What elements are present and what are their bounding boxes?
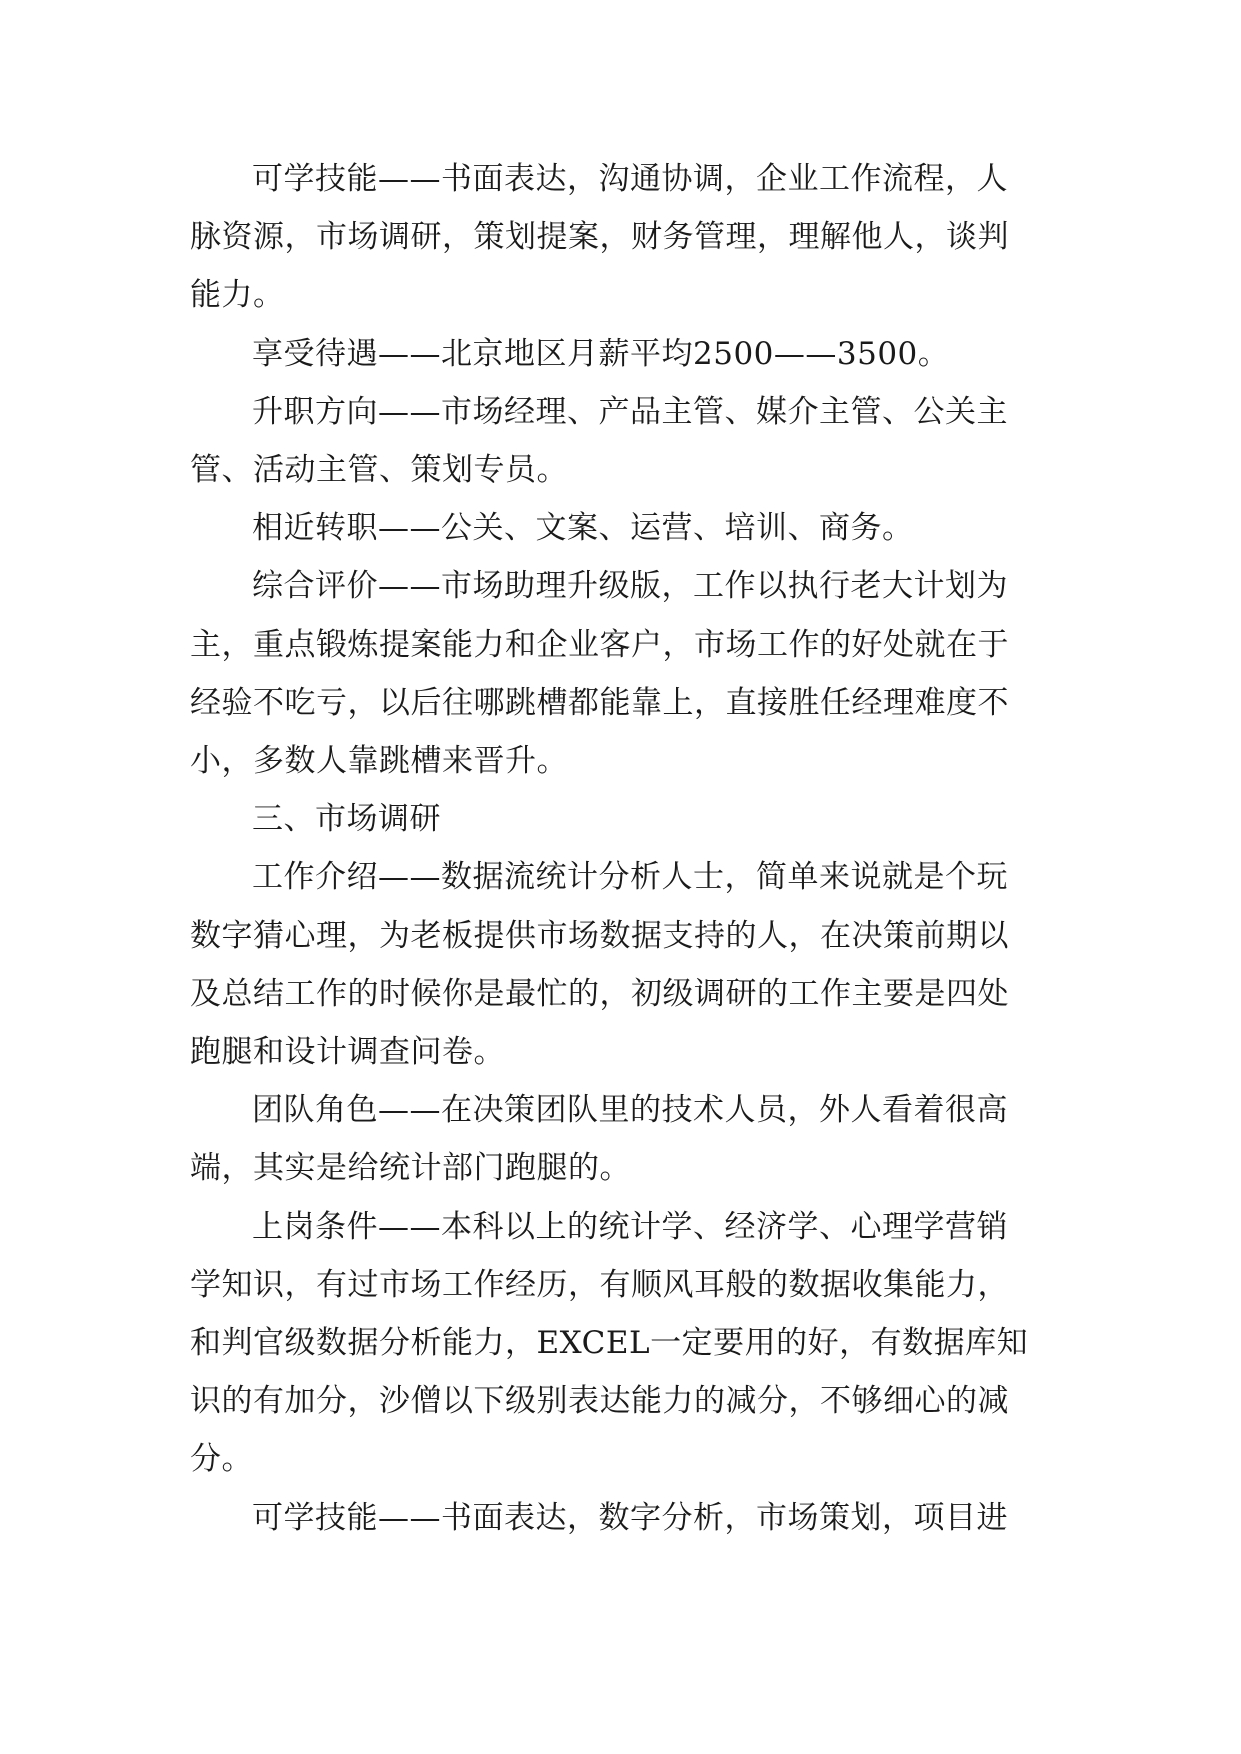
text-line: 团队角色——在决策团队里的技术人员，外人看着很高 [252, 1092, 1008, 1129]
text-line: 上岗条件——本科以上的统计学、经济学、心理学营销 [252, 1208, 1008, 1245]
text-line: 数字猜心理，为老板提供市场数据支持的人，在决策前期以 [190, 917, 1009, 954]
paragraph-skills-2 [190, 1489, 1050, 1547]
text-line: 可学技能——书面表达，数字分析，市场策划，项目进 [252, 1499, 1008, 1536]
text-line: 主，重点锻炼提案能力和企业客户，市场工作的好处就在于 [190, 626, 1009, 663]
text-line: 脉资源，市场调研，策划提案，财务管理，理解他人，谈判 [190, 219, 1009, 256]
text-line: 跑腿和设计调查问卷。 [190, 1034, 505, 1071]
section-heading-market-research [190, 790, 1050, 848]
text-line: 端，其实是给统计部门跑腿的。 [190, 1150, 631, 1187]
text-line: 升职方向——市场经理、产品主管、媒介主管、公关主 [252, 393, 1008, 430]
text-line: 享受待遇——北京地区月薪平均2500——3500。 [252, 335, 950, 372]
text-line: 能力。 [190, 277, 285, 314]
paragraph-requirements [190, 1198, 1050, 1489]
paragraph-job-intro [190, 848, 1050, 1081]
text-line: 学知识，有过市场工作经历，有顺风耳般的数据收集能力， [190, 1266, 1009, 1303]
paragraph-salary [190, 325, 1050, 383]
document-body [190, 150, 1050, 1547]
text-line: 三、市场调研 [252, 801, 441, 838]
paragraph-related-jobs [190, 499, 1050, 557]
text-line: 小，多数人靠跳槽来晋升。 [190, 743, 568, 780]
text-line: 和判官级数据分析能力，EXCEL一定要用的好，有数据库知 [190, 1325, 1029, 1362]
text-line: 分。 [190, 1441, 253, 1478]
text-line: 综合评价——市场助理升级版，工作以执行老大计划为 [252, 568, 1008, 605]
text-line: 可学技能——书面表达，沟通协调，企业工作流程，人 [252, 161, 1008, 197]
paragraph-skills-1 [190, 150, 1050, 325]
text-line: 识的有加分，沙僧以下级别表达能力的减分，不够细心的减 [190, 1383, 1009, 1420]
text-line: 经验不吃亏，以后往哪跳槽都能靠上，直接胜任经理难度不 [190, 684, 1009, 721]
text-line: 相近转职——公关、文案、运营、培训、商务。 [252, 510, 914, 547]
paragraph-evaluation [190, 557, 1050, 790]
text-line: 管、活动主管、策划专员。 [190, 452, 568, 489]
text-line: 及总结工作的时候你是最忙的，初级调研的工作主要是四处 [190, 975, 1009, 1012]
paragraph-promotion [190, 383, 1050, 499]
text-line: 工作介绍——数据流统计分析人士，简单来说就是个玩 [252, 859, 1008, 896]
paragraph-team-role [190, 1081, 1050, 1197]
